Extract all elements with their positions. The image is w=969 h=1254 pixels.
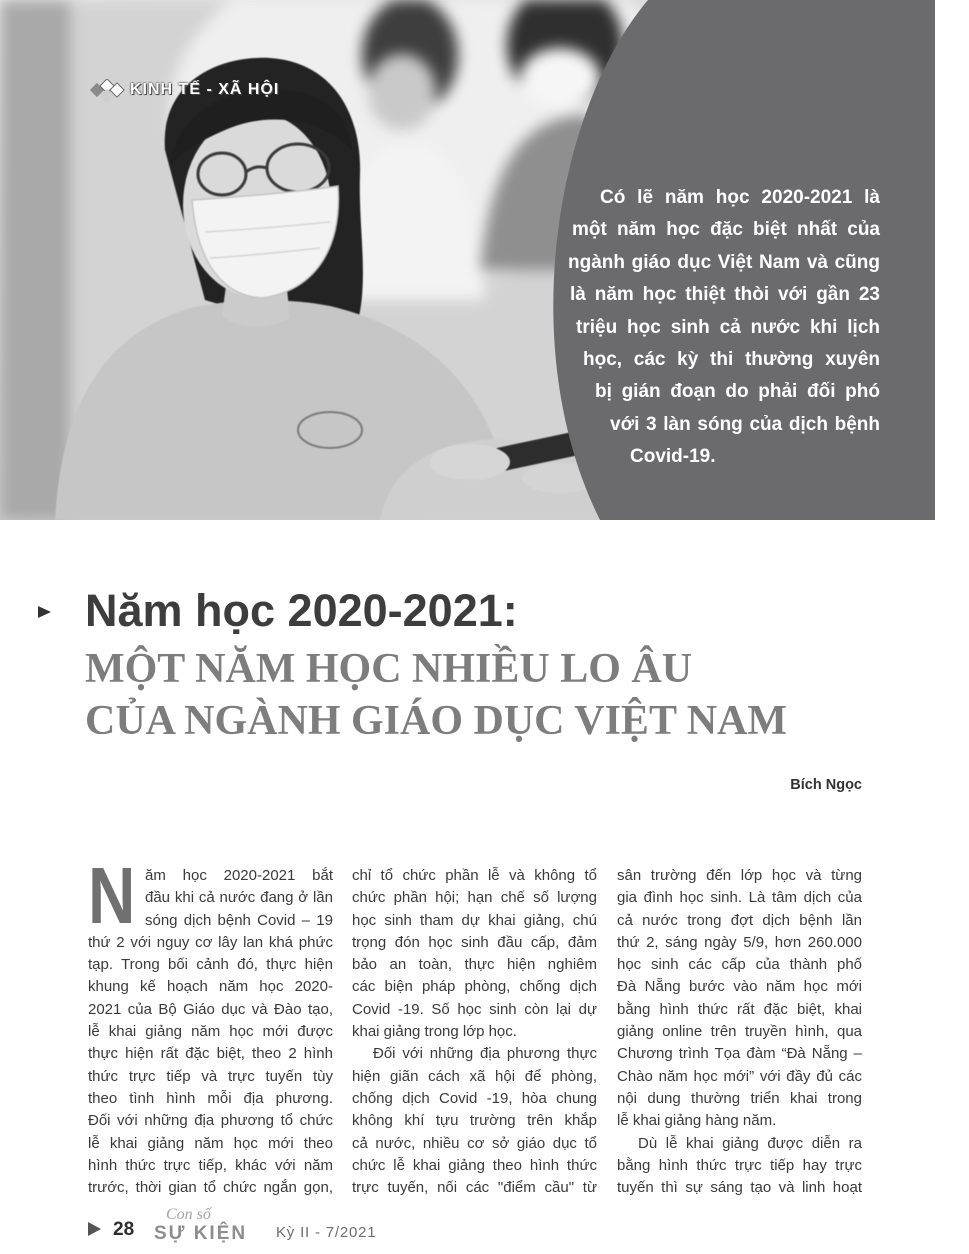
magazine-logo — [154, 1206, 269, 1248]
body-line: Chương trình Tọa đàm “Đà Nẵng – — [617, 1045, 862, 1063]
body-line: thứ 2 với nguy cơ lây lan khá phức — [88, 933, 333, 951]
magazine-logo-top: Con số — [166, 1206, 211, 1223]
body-line: Đối với những địa phương thực — [373, 1045, 597, 1063]
body-line: cả nước trong đợt dịch bệnh lần — [617, 911, 862, 929]
body-line: trọng đón học sinh đầu cấp, đảm — [352, 933, 597, 951]
body-line: hình thức trực tiếp, khác với năm — [88, 1156, 333, 1174]
body-line: tạp. Trong bối cảnh đó, thực hiện — [88, 956, 333, 974]
article-subtitle-line: CỦA NGÀNH GIÁO DỤC VIỆT NAM — [85, 698, 788, 744]
body-line: bằng hình thức trực tiếp hay trực — [617, 1156, 862, 1174]
body-line: cả nước, nhiều cơ sở giáo dục tổ — [352, 1134, 597, 1152]
section-label-text: KINH TẾ - XÃ HỘI — [130, 81, 280, 98]
drop-cap: N — [88, 851, 136, 940]
title-marker-icon — [38, 606, 52, 618]
author-byline: Bích Ngọc — [790, 777, 862, 793]
body-line: thứ 2, sáng ngày 5/9, hơn 260.000 — [617, 933, 862, 951]
pull-quote-line: Covid-19. — [630, 446, 716, 467]
pull-quote-line: là năm học thiệt thòi với gần 23 — [570, 284, 880, 305]
magazine-logo-bottom: SỰ KIỆN — [154, 1223, 248, 1244]
body-line: chức lễ khai giảng theo hình thức — [352, 1156, 597, 1174]
body-line: hiện giãn cách xã hội để phòng, — [352, 1067, 597, 1085]
body-line: 2021 của Bộ Giáo dục và Đào tạo, — [88, 1000, 333, 1018]
body-line: bảo an toàn, thực hiện nghiêm — [352, 956, 597, 974]
article-column-2 — [352, 865, 597, 1199]
page-number: 28 — [113, 1219, 135, 1240]
body-line: không khí tựu trường trên khắp — [352, 1112, 597, 1130]
body-line: lễ khai giảng năm học mới được — [88, 1023, 333, 1041]
body-line: bằng hình thức rất đặc biệt, khai — [617, 1000, 862, 1018]
body-line: sân trường đến lớp học và từng — [617, 867, 862, 884]
article-subtitle-line: MỘT NĂM HỌC NHIỀU LO ÂU — [85, 646, 693, 692]
body-line: chỉ tổ chức phần lễ và không tổ — [352, 867, 597, 884]
pull-quote-line: bị gián đoạn do phải đối phó — [595, 381, 880, 402]
body-line: trước, thời gian tổ chức ngắn gọn, — [88, 1179, 333, 1197]
body-line: Đà Nẵng bước vào năm học mới — [617, 978, 862, 996]
body-line: ăm học 2020-2021 bắt — [145, 867, 333, 884]
body-line: thực hiện rất đặc biệt, theo 2 hình — [88, 1045, 333, 1063]
pull-quote-line: với 3 làn sóng của dịch bệnh — [610, 414, 880, 435]
body-line: sóng dịch bệnh Covid – 19 — [145, 911, 333, 929]
body-line: lễ khai giảng hàng năm. — [617, 1112, 777, 1130]
body-line: Dù lễ khai giảng được diễn ra — [638, 1134, 862, 1152]
article-column-1 — [88, 865, 333, 1199]
page-marker-icon — [88, 1222, 102, 1236]
issue-label: Kỳ II - 7/2021 — [276, 1224, 377, 1241]
body-line: Covid -19. Số học sinh còn lại dự — [352, 1000, 597, 1018]
body-line: chức phần hội; hạn chế số lượng — [352, 889, 597, 907]
pull-quote-line: ngành giáo dục Việt Nam và cũng — [568, 252, 880, 273]
body-line: chống dịch Covid -19, hòa chung — [352, 1089, 597, 1107]
body-line: Đối với những địa phương tổ chức — [88, 1112, 333, 1130]
body-line: thức trực tiếp và trực tuyến tùy — [88, 1067, 333, 1085]
body-line: học sinh tham dự khai giảng, chú — [352, 911, 597, 929]
body-line: các biện pháp phòng, chống dịch — [352, 978, 597, 996]
body-line: lễ khai giảng năm học mới theo — [88, 1134, 333, 1152]
body-line: khai giảng trong lớp học. — [352, 1023, 517, 1041]
body-line: tuyến thì sự sáng tạo và linh hoạt — [617, 1179, 862, 1197]
pull-quote-line: triệu học sinh cả nước khi lịch — [576, 317, 880, 338]
pull-quote-line: một năm học đặc biệt nhất của — [572, 219, 880, 240]
article-title: Năm học 2020-2021: — [85, 585, 518, 636]
body-line: giảng online trên truyền hình, qua — [617, 1023, 862, 1041]
body-line: học sinh các cấp của thành phố — [617, 956, 862, 974]
article-column-3 — [617, 865, 862, 1199]
pull-quote-line: Có lẽ năm học 2020-2021 là — [600, 187, 880, 208]
body-line: Chào năm học mới” với đầy đủ các — [617, 1067, 862, 1085]
body-line: trực tuyến, nối các "điểm cầu" từ — [352, 1179, 597, 1197]
body-line: nội dung thường triển khai trong — [617, 1089, 862, 1107]
body-line: khung kế hoạch năm học 2020- — [88, 978, 333, 996]
body-line: theo tình hình mỗi địa phương. — [88, 1089, 333, 1107]
body-line: đầu khi cả nước đang ở lần — [145, 889, 333, 907]
body-line: gia đình học sinh. Là tâm dịch của — [617, 889, 862, 907]
diamond-cluster-icon — [86, 79, 126, 103]
pull-quote-line: học, các kỳ thi thường xuyên — [583, 349, 880, 370]
